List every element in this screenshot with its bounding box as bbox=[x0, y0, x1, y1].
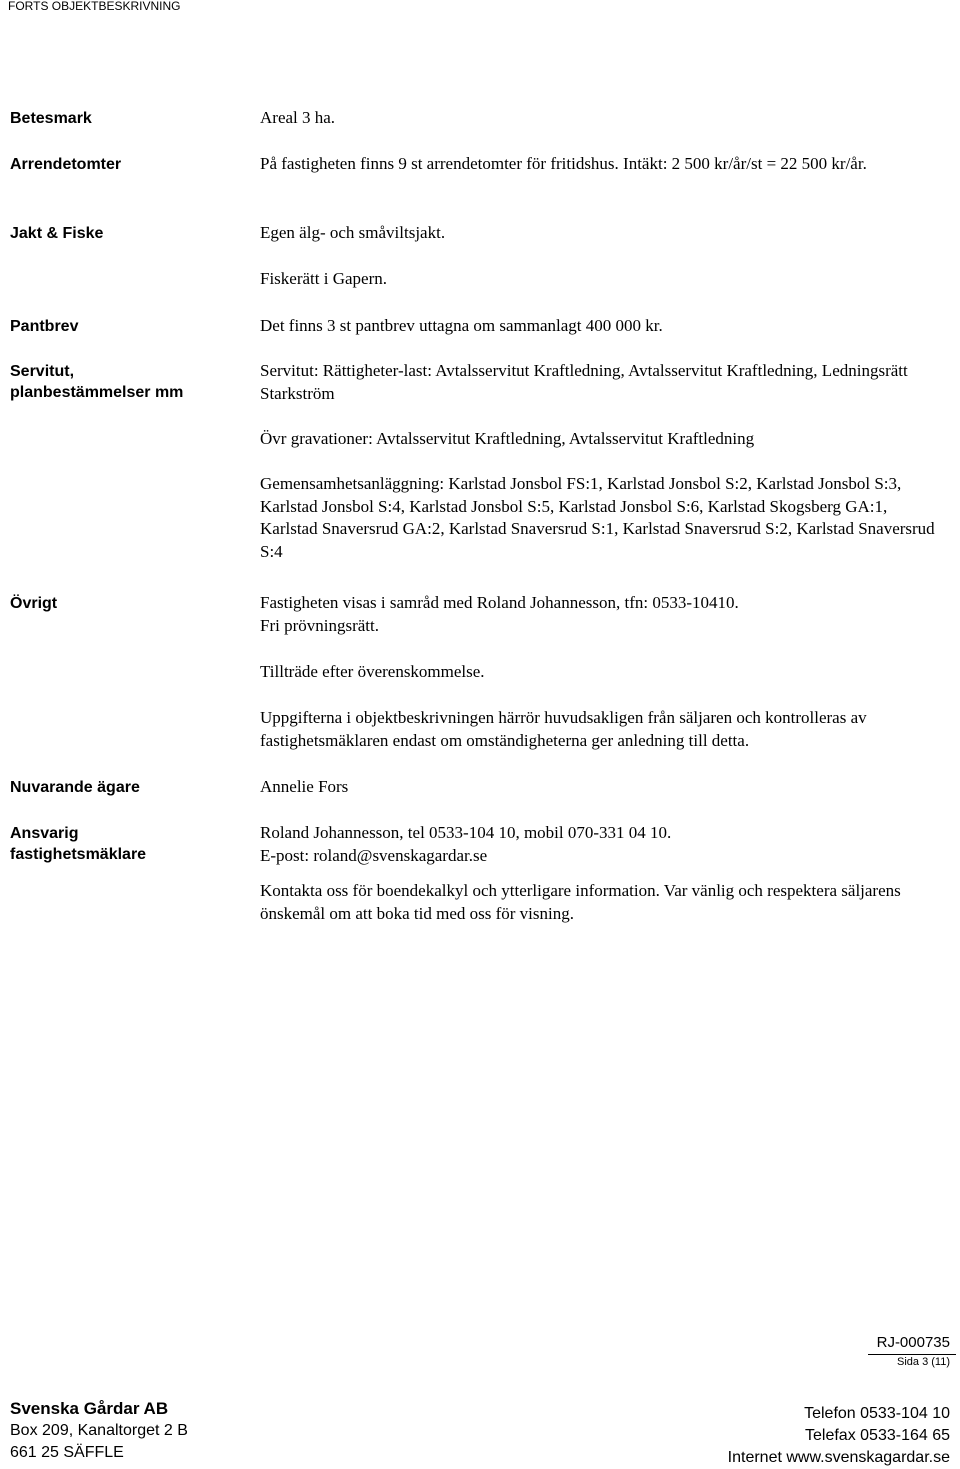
ovrigt-line-1: Fastigheten visas i samråd med Roland Johannesson, tfn: 0533-10410. bbox=[260, 593, 739, 612]
arrendetomter-label: Arrendetomter bbox=[10, 156, 122, 173]
betesmark-text: Areal 3 ha. bbox=[260, 108, 336, 127]
pantbrev-text: Det finns 3 st pantbrev uttagna om sammanlagt 400 000 kr. bbox=[260, 316, 663, 335]
page-number: Sida 3 (11) bbox=[897, 1356, 950, 1368]
ovrigt-paragraph-1 bbox=[260, 592, 940, 637]
ansvarig-maklare-label-line1: Ansvarig bbox=[10, 825, 79, 842]
footer-fax: Telefax 0533-164 65 bbox=[805, 1427, 950, 1444]
betesmark-label: Betesmark bbox=[10, 110, 92, 127]
servitut-paragraph-1: Servitut: Rättigheter-last: Avtalsservitut Kraftledning, Avtalsservitut Kraftledning, Ledningsrätt Starkström bbox=[260, 361, 908, 403]
ansvarig-maklare-label-line2: fastighetsmäklare bbox=[10, 846, 147, 863]
footer-phone: Telefon 0533-104 10 bbox=[804, 1405, 950, 1422]
nuvarande-agare-label: Nuvarande ägare bbox=[10, 779, 140, 796]
pantbrev-label: Pantbrev bbox=[10, 318, 79, 335]
maklare-contact bbox=[260, 822, 940, 867]
footer-left bbox=[10, 1398, 188, 1464]
page-ref-divider bbox=[868, 1354, 956, 1355]
ansvarig-maklare-label bbox=[10, 823, 146, 865]
fiske-text-line2: Fiskerätt i Gapern. bbox=[260, 269, 387, 288]
footer-website: Internet www.svenskagardar.se bbox=[727, 1449, 950, 1466]
ovrigt-label: Övrigt bbox=[10, 595, 58, 612]
maklare-contact-line1: Roland Johannesson, tel 0533-104 10, mobil 070-331 04 10. bbox=[260, 823, 672, 842]
footer-address: Box 209, Kanaltorget 2 B bbox=[10, 1422, 188, 1439]
document-header-title: FORTS OBJEKTBESKRIVNING bbox=[8, 0, 181, 13]
servitut-label-line1: Servitut, bbox=[10, 363, 75, 380]
arrendetomter-text: På fastigheten finns 9 st arrendetomter för fritidshus. Intäkt: 2 500 kr/år/st = 22 500 kr/år. bbox=[260, 154, 867, 173]
jakt-text-line1: Egen älg- och småviltsjakt. bbox=[260, 223, 446, 242]
servitut-label-line2: planbestämmelser mm bbox=[10, 384, 184, 401]
nuvarande-agare-text: Annelie Fors bbox=[260, 777, 349, 796]
servitut-label bbox=[10, 361, 183, 403]
ovrigt-paragraph-2: Tillträde efter överenskommelse. bbox=[260, 662, 485, 681]
document-reference-code: RJ-000735 bbox=[876, 1334, 950, 1351]
maklare-email-line: E-post: roland@svenskagardar.se bbox=[260, 845, 488, 865]
maklare-paragraph-2: Kontakta oss för boendekalkyl och ytterligare information. Var vänlig och respektera säljarens önskemål om att boka tid med oss för visning. bbox=[260, 881, 901, 923]
ovrigt-paragraph-3: Uppgifterna i objektbeskrivningen härrör huvudsakligen från säljaren och kontrolleras av fastighetsmäklaren endast om omständigheterna ger anledning till detta. bbox=[260, 708, 867, 750]
footer-company-name: Svenska Gårdar AB bbox=[10, 1399, 169, 1418]
servitut-paragraph-2: Övr gravationer: Avtalsservitut Kraftledning, Avtalsservitut Kraftledning bbox=[260, 429, 755, 448]
jakt-fiske-label: Jakt & Fiske bbox=[10, 225, 104, 242]
servitut-paragraph-3: Gemensamhetsanläggning: Karlstad Jonsbol FS:1, Karlstad Jonsbol S:2, Karlstad Jonsbol S:3, Karlstad Jonsbol S:4, Karlstad Jonsbol S:5, Karlstad Jonsbol S:6, Karlstad Skogsberg GA:1, Karlstad Snaversrud GA:2, Karlstad Snaversrud S:1, Karlstad Snaversrud S:2, Karlstad Snaversrud S:4 bbox=[260, 474, 935, 561]
ovrigt-line-2: Fri prövningsrätt. bbox=[260, 615, 379, 635]
footer-city: 661 25 SÄFFLE bbox=[10, 1444, 124, 1461]
footer-right bbox=[728, 1403, 950, 1469]
